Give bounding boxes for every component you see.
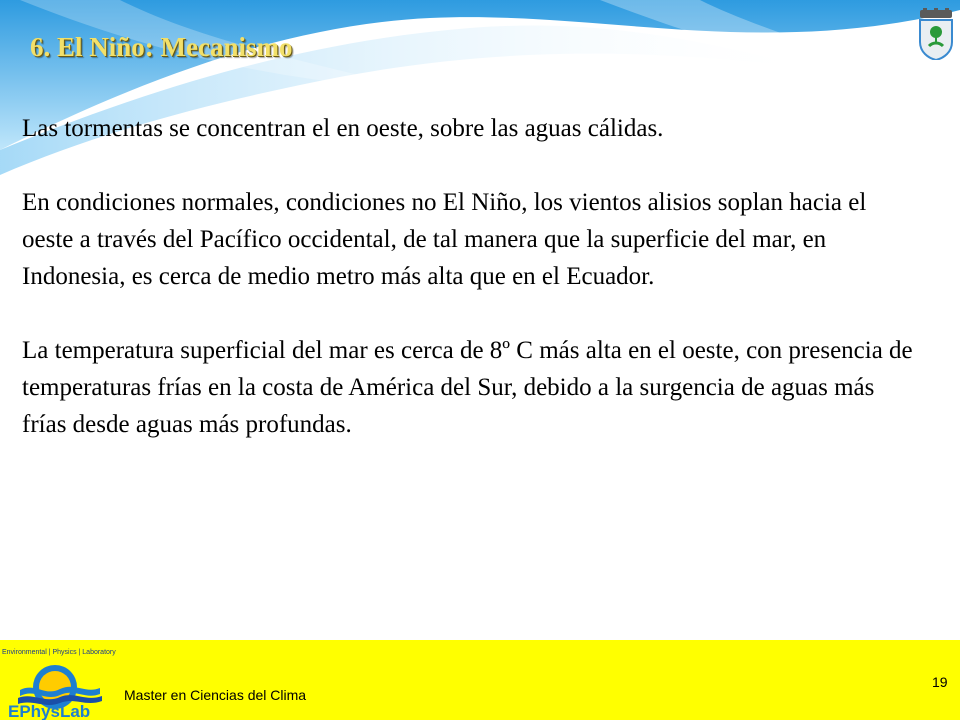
slide-title: 6. El Niño: Mecanismo — [30, 32, 293, 62]
page-number: 19 — [932, 674, 948, 690]
university-crest-icon — [917, 8, 955, 60]
footer-bar — [0, 640, 960, 720]
svg-text:Environmental | Physics | Labo: Environmental | Physics | Laboratory — [2, 649, 116, 656]
paragraph-normal-conditions: En condiciones normales, condiciones no El Niño, los vientos alisios soplan hacia el oeste a través del Pacífico occidental, de tal manera que la superficie del mar, en Indonesia, es cerca de medio metro más alta que en el Ecuador. — [22, 189, 867, 290]
slide-body — [22, 110, 922, 480]
svg-text:EPhysLab: EPhysLab — [8, 702, 91, 720]
paragraph-sea-temperature: La temperatura superficial del mar es cerca de 8º C más alta en el oeste, con presencia de temperaturas frías en la costa de América del Sur, debido a la surgencia de aguas más frías desde aguas más profundas. — [22, 337, 913, 438]
course-name: Master en Ciencias del Clima — [124, 687, 307, 703]
ephyslab-logo — [0, 642, 120, 720]
paragraph-storms: Las tormentas se concentran el en oeste, sobre las aguas cálidas. — [22, 115, 664, 142]
